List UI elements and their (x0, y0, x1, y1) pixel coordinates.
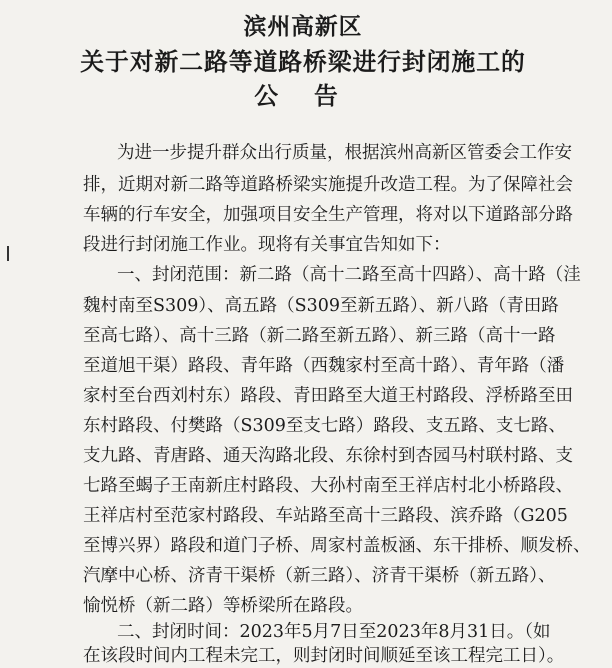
body-line: 支九路、青唐路、通天沟路北段、东徐村到杏园马村联村路、支 (83, 446, 573, 466)
body-line: 段进行封闭施工作业。现将有关事宜告知如下： (83, 235, 451, 255)
body-line: 至博兴界）路段和道门子桥、周家村盖板涵、东干排桥、顺发桥、 (83, 536, 591, 556)
body-line: 至高七路）、高十三路（新二路至新五路）、新三路（高十一路 (83, 326, 556, 346)
body-line: 在该段时间内工程未完工，则封闭时间顺延至该工程完工日）。 (83, 646, 565, 666)
body-line: 车辆的行车安全，加强项目安全生产管理，将对以下道路部分路 (83, 205, 573, 225)
body-line: 王祥店村至范家村路段、车站路至高十三路段、滨乔路（G205 (83, 506, 568, 526)
body-line: 家村至台西刘村东）路段、青田路至大道王村路段、浮桥路至田 (83, 386, 573, 406)
notice-title: 关于对新二路等道路桥梁进行封闭施工的 (80, 47, 526, 76)
body-line: 魏村南至S309）、高五路（S309至新五路）、新八路（青田路 (83, 296, 559, 316)
issuer-title: 滨州高新区 (243, 13, 363, 40)
body-line: 排，近期对新二路等道路桥梁实施提升改造工程。为了保障社会 (83, 175, 573, 195)
notice-heading: 公 告 (254, 81, 352, 110)
body-line: 为进一步提升群众出行质量，根据滨州高新区管委会工作安 (117, 143, 572, 163)
section-heading-scope: 一、封闭范围：新二路（高十二路至高十四路）、高十路（洼 (117, 265, 581, 285)
section-heading-time: 二、封闭时间：2023年5月7日至2023年8月31日。（如 (117, 622, 551, 642)
body-line: 东村路段、付樊路（S309至支七路）路段、支五路、支七路、 (83, 416, 566, 436)
body-line: 七路至蝎子王南新庄村路段、大孙村南至王祥店村北小桥路段、 (83, 476, 573, 496)
body-line: 汽摩中心桥、济青干渠桥（新三路）、济青干渠桥（新五路）、 (83, 566, 556, 586)
body-line: 愉悦桥（新二路）等桥梁所在路段。 (83, 596, 363, 616)
scan-mark (7, 246, 9, 261)
body-line: 至道旭干渠）路段、青年路（西魏家村至高十路）、青年路（潘 (83, 356, 565, 376)
